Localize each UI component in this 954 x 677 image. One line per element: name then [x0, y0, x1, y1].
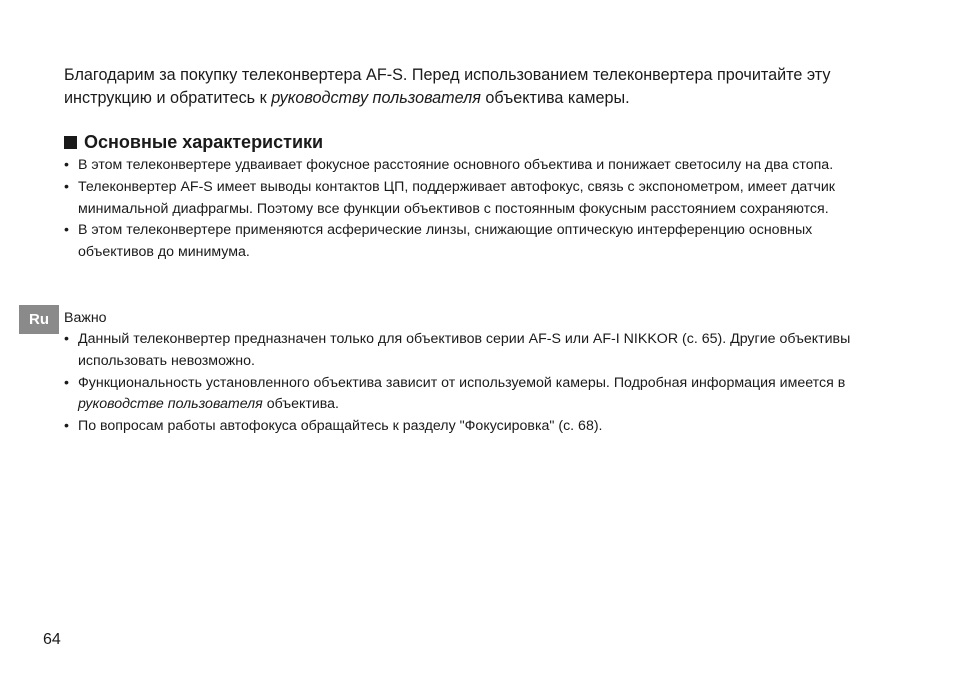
bullet-icon: • [64, 374, 69, 391]
intro-text-italic: руководству пользователя [271, 89, 481, 107]
intro-text-end: объектива камеры. [480, 89, 630, 107]
language-tab: Ru [19, 305, 59, 334]
bullet-icon: • [64, 418, 69, 435]
bullet-icon: • [64, 222, 69, 239]
list-item [64, 416, 884, 438]
list-item [64, 155, 884, 177]
square-bullet-icon [64, 136, 77, 149]
list-item [64, 177, 884, 221]
bullet-icon: • [64, 331, 69, 347]
list-item [64, 329, 884, 373]
important-list [64, 329, 884, 438]
intro-paragraph [64, 64, 864, 110]
bullet-icon: • [64, 157, 69, 173]
list-item [64, 220, 884, 264]
list-item-text: Телеконвертер AF-S имеет выводы контактов ЦП, поддерживает автофокус, связь с экспонометром, имеет датчик минимальной диафрагмы. Поэтому все функции объективов с постоянным фокусным расстоянием сохраняются. [78, 178, 835, 217]
list-item-text-start: Функциональность установленного объектива зависит от используемой камеры. Подробная информация имеется в [78, 374, 846, 391]
features-list [64, 155, 884, 264]
important-label: Важно [64, 310, 107, 326]
bullet-icon: • [64, 178, 69, 195]
section-heading [64, 131, 323, 153]
list-item-text: Данный телеконвертер предназначен только для объективов серии AF-S или AF-I NIKKOR (с. 65). Другие объективы использовать невозможно. [78, 331, 851, 369]
list-item [64, 373, 884, 417]
list-item-text: В этом телеконвертере применяются асферические линзы, снижающие оптическую интерференцию основных объективов до минимума. [78, 222, 813, 261]
list-item-text-italic: руководстве пользователя [78, 396, 263, 413]
intro-text-start: Благодарим за покупку телеконвертера AF-S. Перед использованием телеконвертера прочитайте эту инструкцию и обратитесь к [64, 66, 831, 107]
list-item-text: В этом телеконвертере удваивает фокусное расстояние основного объектива и понижает светосилу на два стопа. [78, 157, 834, 173]
list-item-text: По вопросам работы автофокуса обращайтесь к разделу "Фокусировка" (с. 68). [78, 418, 603, 435]
page-number: 64 [43, 631, 61, 648]
section-heading-text: Основные характеристики [84, 132, 324, 152]
list-item-text-end: объектива. [262, 396, 339, 413]
